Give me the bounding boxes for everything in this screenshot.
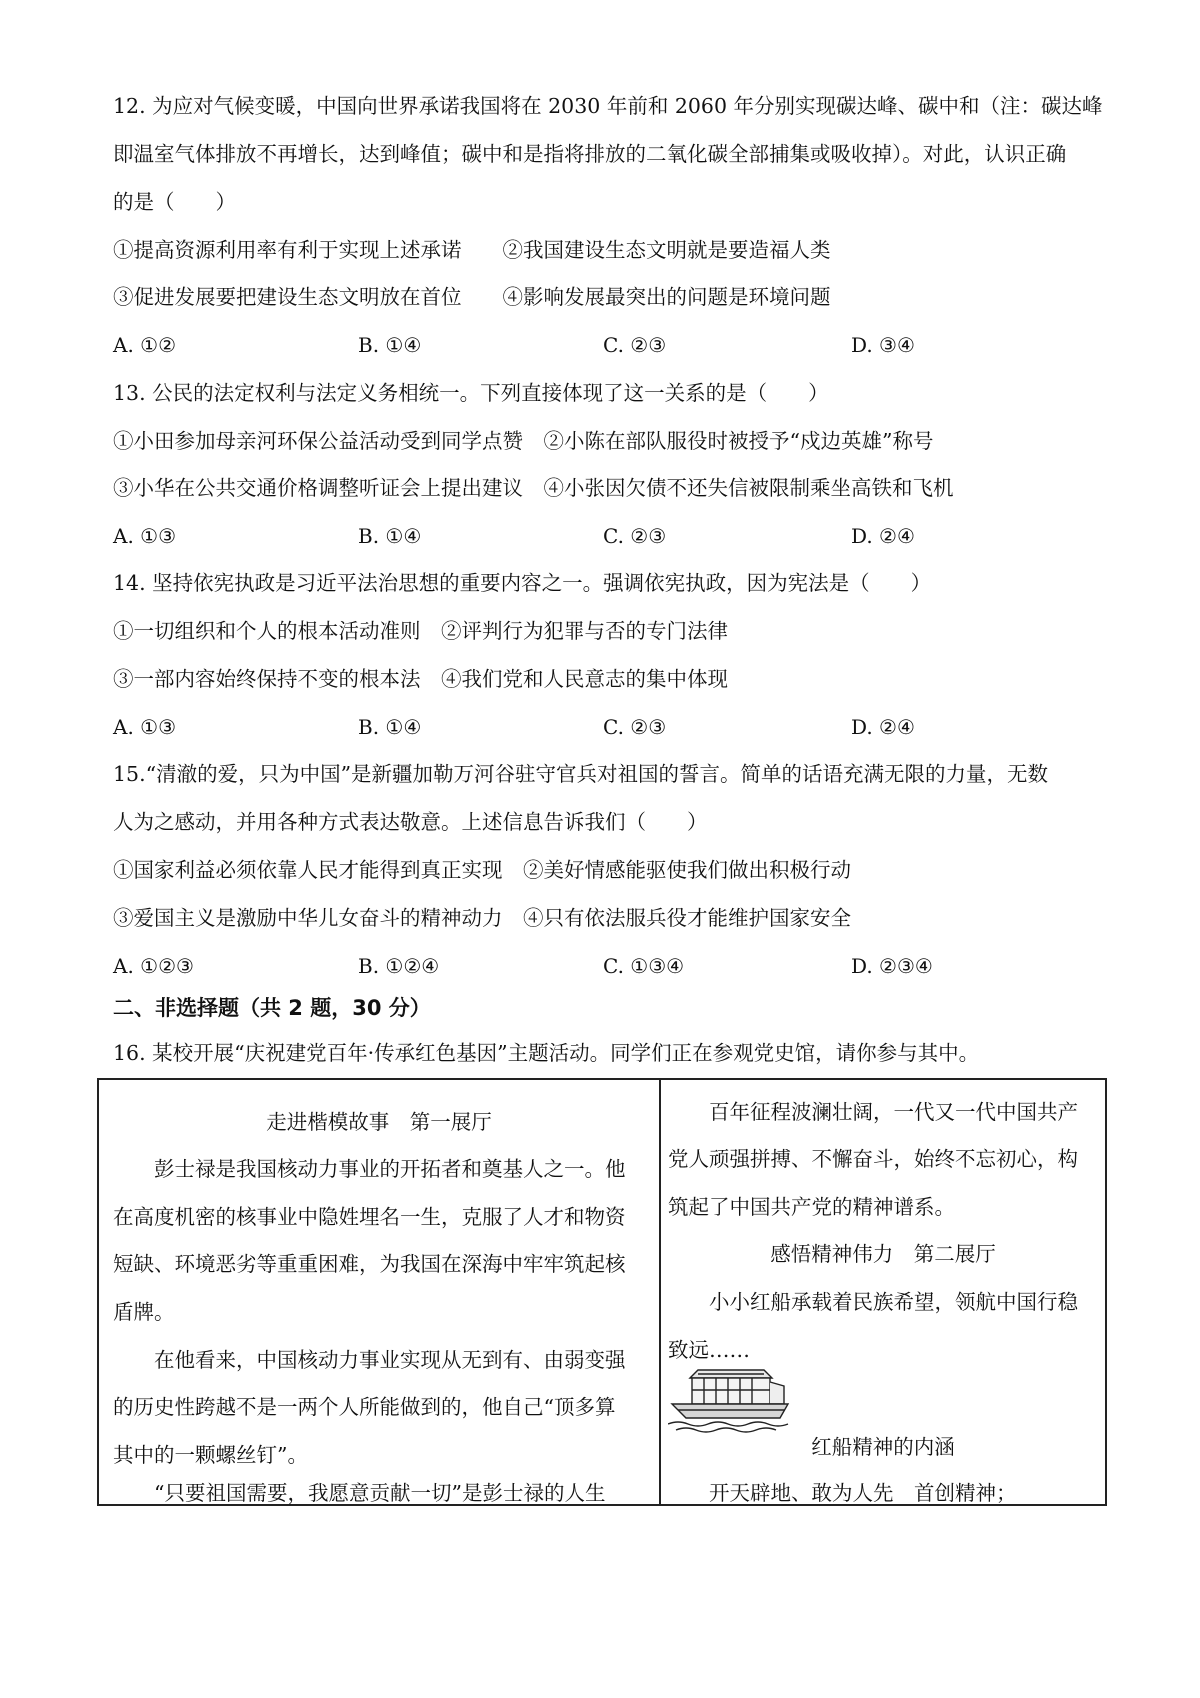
- q14-statement-2: ③一部内容始终保持不变的根本法 ④我们党和人民意志的集中体现: [113, 667, 728, 691]
- left-panel-line-4: 盾牌。: [113, 1300, 175, 1324]
- q13-option-d[interactable]: D. ②④: [851, 524, 915, 548]
- q15-line-1: 15.“清澈的爱，只为中国”是新疆加勒万河谷驻守官兵对祖国的誓言。简单的话语充满无限的力量，无数: [113, 762, 1049, 786]
- left-panel-line-2: 在高度机密的核事业中隐姓埋名一生，克服了人才和物资: [113, 1205, 626, 1229]
- q14-option-c[interactable]: C. ②③: [603, 715, 667, 739]
- right-panel-line-4: 小小红船承载着民族希望，领航中国行稳: [668, 1290, 1078, 1314]
- q12-option-b[interactable]: B. ①④: [358, 333, 422, 357]
- left-panel-line-7: 其中的一颗螺丝钉”。: [113, 1443, 308, 1467]
- right-panel-line-2: 党人顽强拼搏、不懈奋斗，始终不忘初心，构: [668, 1147, 1078, 1171]
- q12-line-3: 的是（ ）: [113, 190, 236, 214]
- right-panel-line-1: 百年征程波澜壮阔，一代又一代中国共产: [668, 1100, 1078, 1124]
- q15-option-b[interactable]: B. ①②④: [358, 954, 440, 978]
- q14-option-b[interactable]: B. ①④: [358, 715, 422, 739]
- q13-statement-2: ③小华在公共交通价格调整听证会上提出建议 ④小张因欠债不还失信被限制乘坐高铁和飞机: [113, 476, 954, 500]
- q15-option-d[interactable]: D. ②③④: [851, 954, 933, 978]
- left-panel-line-1: 彭士禄是我国核动力事业的开拓者和奠基人之一。他: [113, 1157, 626, 1181]
- left-panel-line-5: 在他看来，中国核动力事业实现从无到有、由弱变强: [113, 1348, 626, 1372]
- section-heading: 二、非选择题（共 2 题，30 分）: [113, 996, 431, 1020]
- left-panel-title: 走进楷模故事 第一展厅: [266, 1110, 492, 1134]
- q14-line-1: 14. 坚持依宪执政是习近平法治思想的重要内容之一。强调依宪执政，因为宪法是（ ）: [113, 571, 932, 595]
- red-boat-illustration: [668, 1364, 794, 1436]
- q12-line-1: 12. 为应对气候变暖，中国向世界承诺我国将在 2030 年前和 2060 年分别实现碳达峰、碳中和（注：碳达峰: [113, 94, 1103, 118]
- q13-option-c[interactable]: C. ②③: [603, 524, 667, 548]
- q14-option-d[interactable]: D. ②④: [851, 715, 915, 739]
- q15-option-a[interactable]: A. ①②③: [113, 954, 194, 978]
- q15-line-2: 人为之感动，并用各种方式表达敬意。上述信息告诉我们（ ）: [113, 810, 708, 834]
- right-panel-line-6: 开天辟地、敢为人先 首创精神；: [668, 1481, 1017, 1505]
- q14-option-a[interactable]: A. ①③: [113, 715, 177, 739]
- left-panel-line-6: 的历史性跨越不是一两个人所能做到的，他自己“顶多算: [113, 1395, 616, 1419]
- q16-intro: 16. 某校开展“庆祝建党百年·传承红色基因”主题活动。同学们正在参观党史馆，请你参与其中。: [113, 1041, 980, 1065]
- q12-option-c[interactable]: C. ②③: [603, 333, 667, 357]
- right-panel-line-5: 致远……: [668, 1338, 750, 1362]
- q13-option-b[interactable]: B. ①④: [358, 524, 422, 548]
- q12-statement-1: ①提高资源利用率有利于实现上述承诺 ②我国建设生态文明就是要造福人类: [113, 238, 831, 262]
- left-panel-line-3: 短缺、环境恶劣等重重困难，为我国在深海中牢牢筑起核: [113, 1252, 626, 1276]
- left-panel-line-8: “只要祖国需要，我愿意贡献一切”是彭士禄的人生: [113, 1481, 606, 1505]
- q13-line-1: 13. 公民的法定权利与法定义务相统一。下列直接体现了这一关系的是（ ）: [113, 381, 829, 405]
- q12-option-a[interactable]: A. ①②: [113, 333, 177, 357]
- q14-statement-1: ①一切组织和个人的根本活动准则 ②评判行为犯罪与否的专门法律: [113, 619, 728, 643]
- right-panel-subtitle: 红船精神的内涵: [811, 1435, 955, 1459]
- q13-option-a[interactable]: A. ①③: [113, 524, 177, 548]
- right-panel-line-3: 筑起了中国共产党的精神谱系。: [668, 1195, 955, 1219]
- q13-statement-1: ①小田参加母亲河环保公益活动受到同学点赞 ②小陈在部队服役时被授予“戍边英雄”称号: [113, 429, 934, 453]
- q15-statement-1: ①国家利益必须依靠人民才能得到真正实现 ②美好情感能驱使我们做出积极行动: [113, 858, 851, 882]
- q15-statement-2: ③爱国主义是激励中华儿女奋斗的精神动力 ④只有依法服兵役才能维护国家安全: [113, 906, 851, 930]
- q12-option-d[interactable]: D. ③④: [851, 333, 915, 357]
- q12-statement-2: ③促进发展要把建设生态文明放在首位 ④影响发展最突出的问题是环境问题: [113, 285, 831, 309]
- q15-option-c[interactable]: C. ①③④: [603, 954, 685, 978]
- right-panel-title: 感悟精神伟力 第二展厅: [770, 1242, 996, 1266]
- q12-line-2: 即温室气体排放不再增长，达到峰值；碳中和是指将排放的二氧化碳全部捕集或吸收掉）。对此，认识正确: [113, 142, 1067, 166]
